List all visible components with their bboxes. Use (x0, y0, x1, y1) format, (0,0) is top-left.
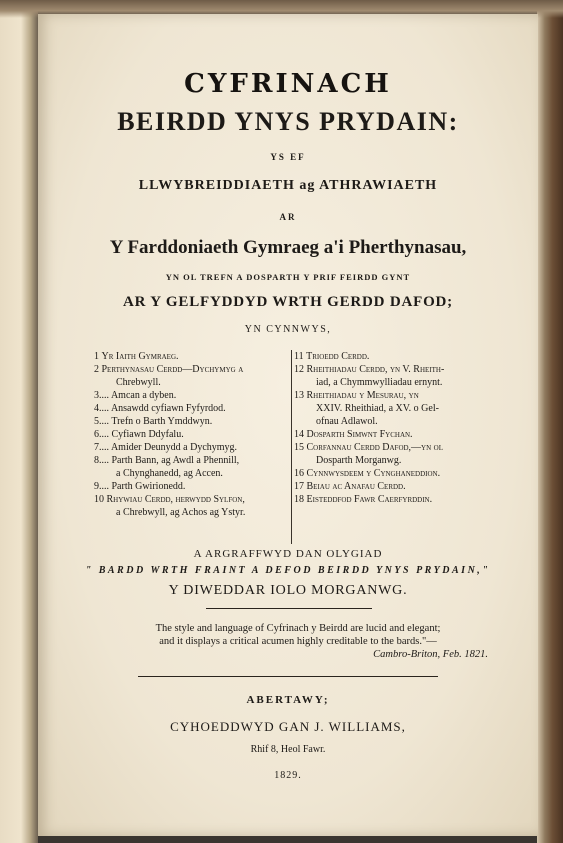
list-item: 7.... Amider Deunydd a Dychymyg. (94, 442, 238, 453)
list-item: 17 Beiau ac Anafau Cerdd. (294, 481, 406, 492)
contents-column-left (94, 350, 288, 519)
list-item: 8.... Parth Bann, ag Awdl a Phennill, a Chynghanedd, ag Accen. (94, 455, 240, 479)
divider-rule (138, 676, 438, 677)
review-quote (108, 622, 488, 648)
quote-citation: Cambro-Briton, Feb. 1821. (373, 649, 488, 660)
list-item: 10 Rhywiau Cerdd, herwydd Sylfon, a Chrebwyll, ag Achos ag Ystyr. (94, 494, 246, 518)
contents-column-right (294, 350, 492, 506)
title-line-4: LLWYBREIDDIAETH ag ATHRAWIAETH (138, 178, 438, 193)
title-line-6: Y Farddoniaeth Gymraeg a'i Pherthynasau, (109, 237, 467, 258)
list-item: 12 Rheithiadau Cerdd, yn V. Rheith- iad, a Chymmwylliadau ernynt. (294, 364, 445, 388)
imprint-publisher: CYHOEDDWYD GAN J. WILLIAMS, (170, 719, 406, 734)
editor-line-2: " BARDD WRTH FRAINT A DEFOD BEIRDD YNYS PRYDAIN," (85, 565, 491, 576)
main-title: CYFRINACH (184, 69, 392, 99)
contents-heading: YN CYNNWYS, (244, 324, 332, 335)
imprint-address: Rhif 8, Heol Fawr. (250, 744, 326, 755)
editor-name: Y DIWEDDAR IOLO MORGANWG. (168, 583, 408, 598)
book-spine-right (537, 0, 563, 843)
title-connector: YS EF (270, 152, 306, 162)
list-item: 11 Trioedd Cerdd. (294, 351, 370, 362)
quote-line-1: The style and language of Cyfrinach y Beirdd are lucid and elegant; (155, 623, 441, 634)
list-item: 3.... Amcan a dyben. (94, 390, 177, 401)
title-line-7: YN OL TREFN A DOSPARTH Y PRIF FEIRDD GYNT (165, 272, 411, 282)
list-item: 16 Cynnwysdeem y Cynghaneddion. (294, 468, 441, 479)
table-of-contents (94, 350, 490, 546)
list-item: 14 Dosparth Simwnt Fychan. (294, 429, 413, 440)
list-item: 9.... Parth Gwirionedd. (94, 481, 186, 492)
editor-line-1: A ARGRAFFWYD DAN OLYGIAD (193, 548, 383, 560)
list-item: 1 Yr Iaith Gymraeg. (94, 351, 179, 362)
list-item: 15 Corfannau Cerdd Dafod,—yn ol Dosparth Morganwg. (294, 442, 443, 466)
imprint-year: 1829. (274, 770, 302, 781)
title-page (38, 14, 538, 836)
subtitle: BEIRDD YNYS PRYDAIN: (117, 107, 459, 136)
quote-line-2: and it displays a critical acumen highly creditable to the bards."— (159, 636, 437, 647)
list-item: 4.... Ansawdd cyfiawn Fyfyrdod. (94, 403, 226, 414)
list-item: 18 Eisteddfod Fawr Caerfyrddin. (294, 494, 433, 505)
column-divider (291, 350, 292, 544)
title-line-8: AR Y GELFYDDYD WRTH GERDD DAFOD; (123, 294, 453, 310)
imprint-place: ABERTAWY; (246, 694, 330, 706)
title-connector-ar: AR (279, 212, 297, 222)
list-item: 2 Perthynasau Cerdd—Dychymyg a Chrebwyll. (94, 364, 244, 388)
list-item: 6.... Cyfiawn Ddyfalu. (94, 429, 184, 440)
book-gutter-left (0, 0, 38, 843)
list-item: 5.... Trefn o Barth Ymddwyn. (94, 416, 213, 427)
list-item: 13 Rheithiadau y Mesurau, yn XXIV. Rheithiad, a XV. o Gel- ofnau Adlawol. (294, 390, 439, 427)
divider-rule (206, 608, 372, 609)
